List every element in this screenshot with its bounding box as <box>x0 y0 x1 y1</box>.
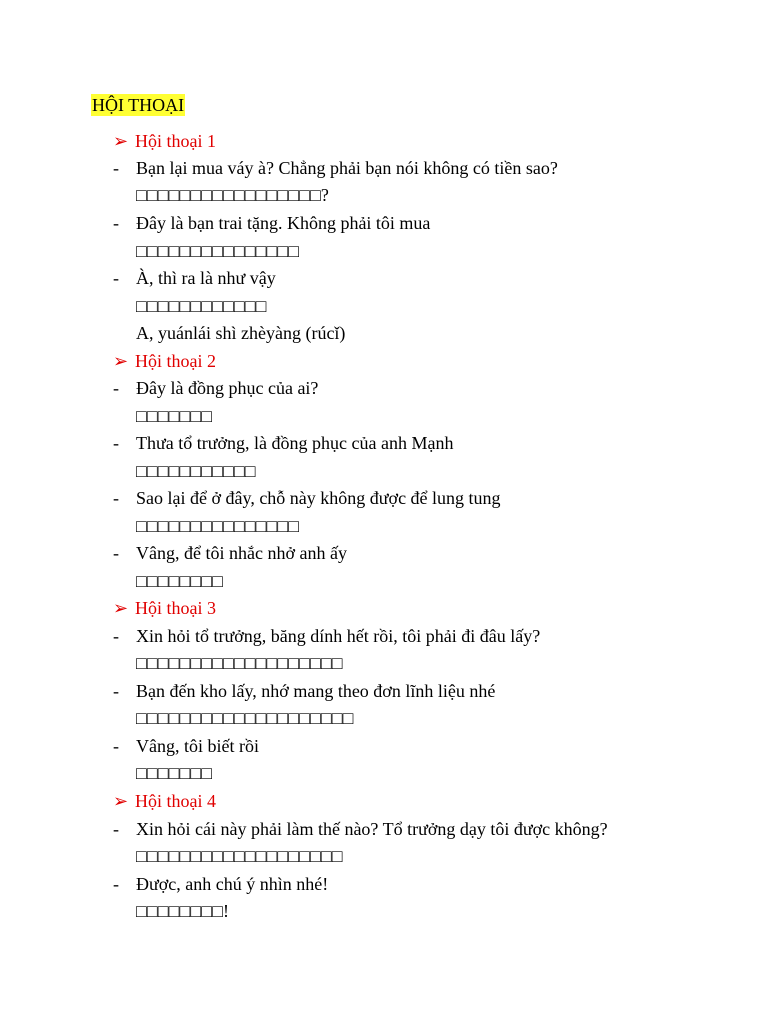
vietnamese-line: À, thì ra là như vậy <box>136 268 276 288</box>
vietnamese-line: Sao lại để ở đây, chỗ này không được để lung tung <box>136 488 501 508</box>
vietnamese-line: Thưa tổ trưởng, là đồng phục của anh Mạnh <box>136 433 454 453</box>
document-title <box>89 94 187 116</box>
chinese-line: □□□□□□□□□□□□□□□□□□□ <box>136 846 343 866</box>
vietnamese-line: Vâng, để tôi nhắc nhở anh ấy <box>136 543 347 563</box>
dash-bullet: - <box>113 158 119 178</box>
chinese-line: □□□□□□□□□□□□□□□ <box>136 516 300 536</box>
vietnamese-line: Được, anh chú ý nhìn nhé! <box>136 874 329 894</box>
arrow-right-bullet-icon: ➢ <box>113 131 129 151</box>
chinese-line: □□□□□□□ <box>136 763 213 783</box>
dash-bullet: - <box>113 433 119 453</box>
chinese-line: □□□□□□□□□□□□□□□□□? <box>136 185 329 205</box>
arrow-right-bullet-icon: ➢ <box>113 351 129 371</box>
section-heading: ➢ Hội thoại 2 <box>113 351 216 371</box>
chinese-line: □□□□□□□□□□□□□□□□□□□□ <box>136 708 354 728</box>
vietnamese-line: Xin hỏi tổ trưởng, băng dính hết rồi, tôi phải đi đâu lấy? <box>136 626 541 646</box>
section-heading: ➢ Hội thoại 1 <box>113 131 216 151</box>
vietnamese-line: Đây là đồng phục của ai? <box>136 378 319 398</box>
dash-bullet: - <box>113 681 119 701</box>
dash-bullet: - <box>113 819 119 839</box>
arrow-right-bullet-icon: ➢ <box>113 791 129 811</box>
dash-bullet: - <box>113 874 119 894</box>
chinese-line: □□□□□□□□□□□ <box>136 461 256 481</box>
dash-bullet: - <box>113 736 119 756</box>
vietnamese-line: Xin hỏi cái này phải làm thế nào? Tổ trưởng dạy tôi được không? <box>136 819 608 839</box>
pinyin-line: A, yuánlái shì zhèyàng (rúcǐ) <box>136 323 346 343</box>
title-highlight: HỘI THOẠI <box>92 95 185 115</box>
vietnamese-line: Đây là bạn trai tặng. Không phải tôi mua <box>136 213 431 233</box>
dash-bullet: - <box>113 268 119 288</box>
vietnamese-line: Vâng, tôi biết rồi <box>136 736 259 756</box>
dash-bullet: - <box>113 378 119 398</box>
chinese-line: □□□□□□□□! <box>136 901 229 921</box>
chinese-line: □□□□□□□□□□□□□□□ <box>136 241 300 261</box>
section-heading: ➢ Hội thoại 4 <box>113 791 216 811</box>
chinese-line: □□□□□□□□□□□□□□□□□□□ <box>136 653 343 673</box>
dash-bullet: - <box>113 626 119 646</box>
chinese-line: □□□□□□□□ <box>136 571 223 591</box>
chinese-line: □□□□□□□□□□□□ <box>136 296 267 316</box>
dash-bullet: - <box>113 488 119 508</box>
vietnamese-line: Bạn đến kho lấy, nhớ mang theo đơn lĩnh liệu nhé <box>136 681 496 701</box>
arrow-right-bullet-icon: ➢ <box>113 598 129 618</box>
section-heading: ➢ Hội thoại 3 <box>113 598 216 618</box>
chinese-line: □□□□□□□ <box>136 406 213 426</box>
dash-bullet: - <box>113 213 119 233</box>
dash-bullet: - <box>113 543 119 563</box>
vietnamese-line: Bạn lại mua váy à? Chẳng phải bạn nói không có tiền sao? <box>136 158 558 178</box>
